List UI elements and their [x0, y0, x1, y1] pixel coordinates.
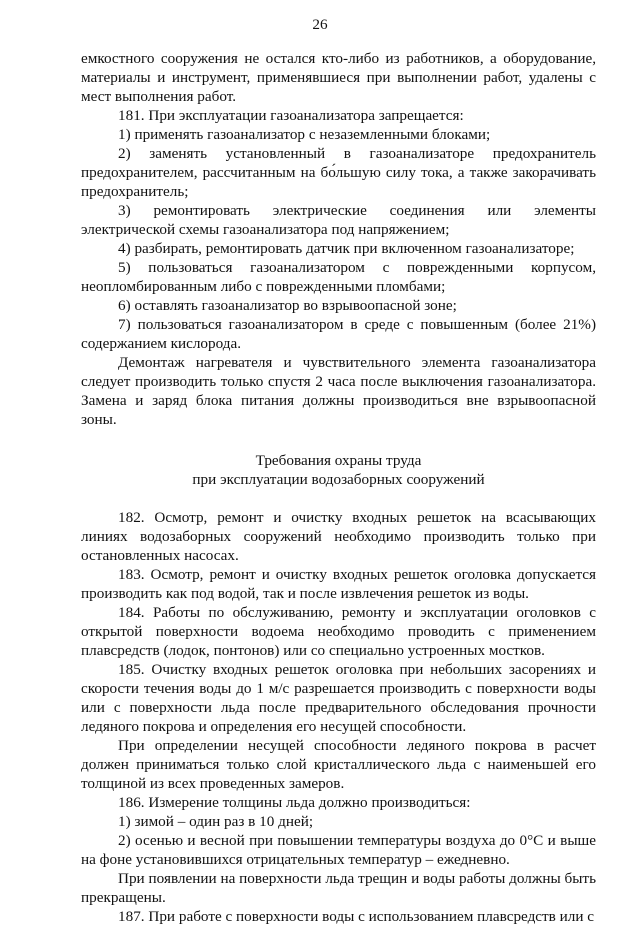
paragraph-181: 181. При эксплуатации газоанализатора запрещается: — [118, 107, 464, 124]
document-body — [81, 49, 596, 926]
section-heading-line2: при эксплуатации водозаборных сооружений — [192, 471, 485, 488]
paragraph-182: 182. Осмотр, ремонт и очистку входных решеток на всасывающих линиях водозаборных сооружений необходимо производить только при остановленных насосах. — [81, 509, 596, 564]
paragraph-184: 184. Работы по обслуживанию, ремонту и эксплуатации оголовков с открытой поверхности водоема необходимо проводить с применением плавсредств (лодок, понтонов) или со специально устроенных мостков. — [81, 604, 596, 659]
paragraph-cracks: При появлении на поверхности льда трещин и воды работы должны быть прекращены. — [81, 870, 596, 906]
paragraph-187: 187. При работе с поверхности воды с использованием плавсредств или с — [118, 908, 595, 925]
list-item-181-1: 1) применять газоанализатор с незаземленными блоками; — [118, 126, 491, 143]
list-item-181-5: 5) пользоваться газоанализатором с поврежденными корпусом, неопломбированным либо с поврежденными пломбами; — [81, 259, 596, 295]
paragraph-186: 186. Измерение толщины льда должно производиться: — [118, 794, 471, 811]
paragraph-continuation: емкостного сооружения не остался кто-либо из работников, а оборудование, материалы и инструмент, применявшиеся при выполнении работ, удалены с мест выполнения работ. — [81, 50, 596, 105]
list-item-181-3: 3) ремонтировать электрические соединения или элементы электрической схемы газоанализатора под напряжением; — [81, 202, 596, 238]
paragraph-183: 183. Осмотр, ремонт и очистку входных решеток оголовка допускается производить как под водой, так и после извлечения решеток из воды. — [81, 566, 596, 602]
list-item-186-1: 1) зимой – один раз в 10 дней; — [118, 813, 314, 830]
list-item-181-2: 2) заменять установленный в газоанализаторе предохранитель предохранителем, рассчитанным на бо́льшую силу тока, а также закорачивать предохранитель; — [81, 145, 596, 200]
list-item-181-6: 6) оставлять газоанализатор во взрывоопасной зоне; — [118, 297, 457, 314]
section-heading-line1: Требования охраны труда — [255, 452, 422, 469]
paragraph-185: 185. Очистку входных решеток оголовка при небольших засорениях и скорости течения воды до 1 м/с разрешается производить с поверхности воды или с поверхности льда после предварительного обследования прочности ледяного покрова и определения его несущей способности. — [81, 661, 596, 735]
paragraph-dismantling: Демонтаж нагревателя и чувствительного элемента газоанализатора следует производить только спустя 2 часа после выключения газоанализатора. Замена и заряд блока питания должны производиться вне взрывоопасной зоны. — [81, 354, 596, 428]
list-item-181-7: 7) пользоваться газоанализатором в среде с повышенным (более 21%) содержанием кислорода. — [81, 316, 596, 352]
list-item-181-4: 4) разбирать, ремонтировать датчик при включенном газоанализаторе; — [118, 240, 575, 257]
list-item-186-2: 2) осенью и весной при повышении температуры воздуха до 0°С и выше на фоне установившихся отрицательных температур – ежедневно. — [81, 832, 596, 868]
page-number: 26 — [312, 16, 328, 33]
paragraph-ice-capacity: При определении несущей способности ледяного покрова в расчет должен приниматься только слой кристаллического льда с наименьшей его толщиной из всех проведенных замеров. — [81, 737, 596, 792]
section-heading — [81, 451, 596, 489]
